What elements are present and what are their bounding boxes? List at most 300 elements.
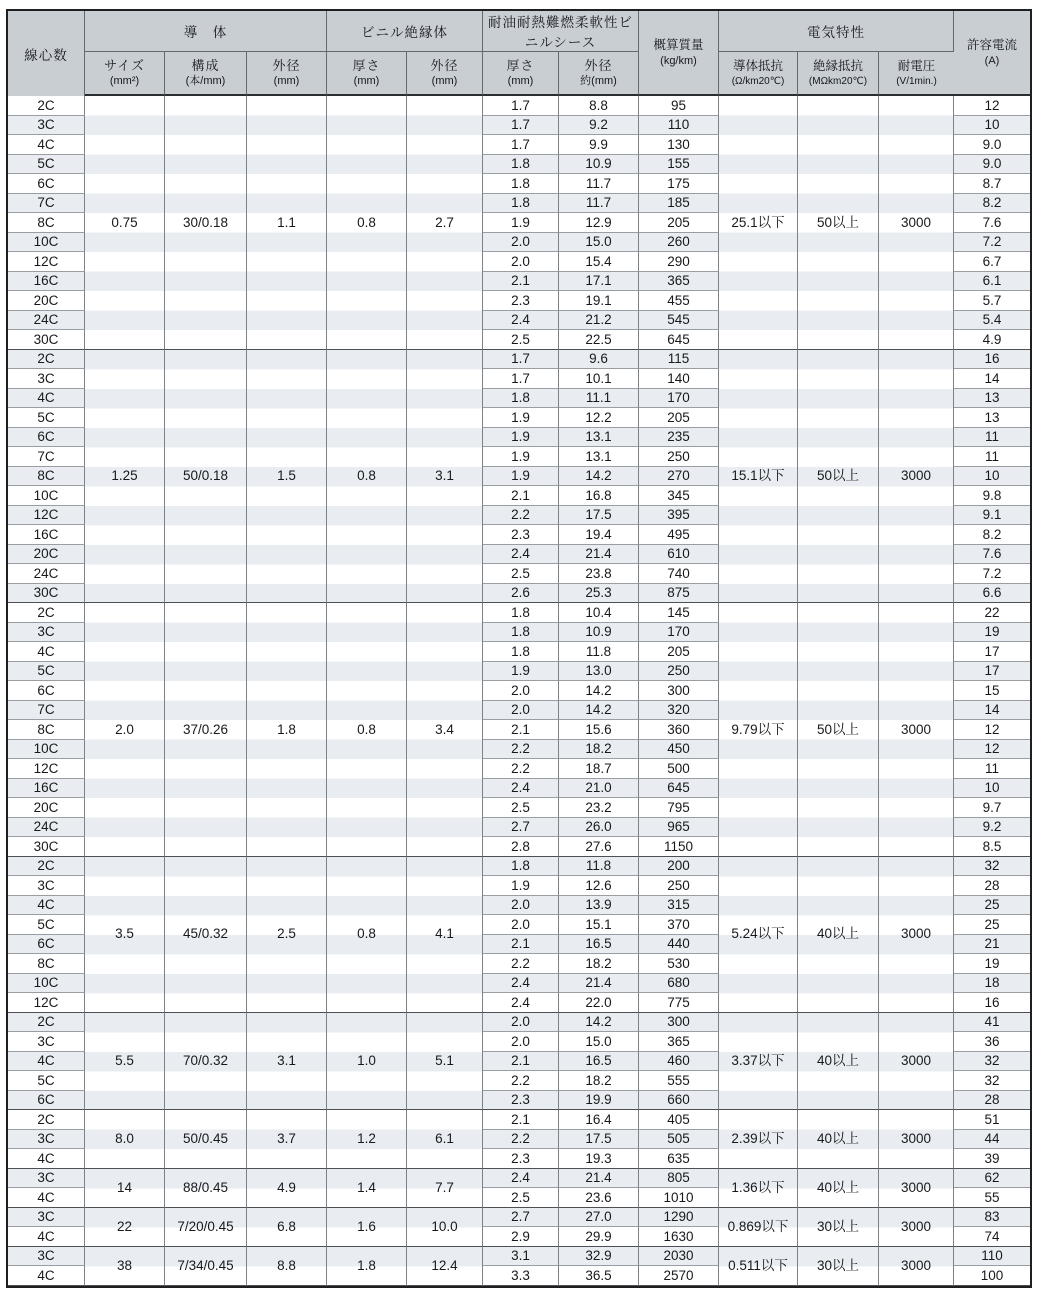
header-size: サイズ (mm²)	[85, 52, 165, 96]
mass-cell: 205	[639, 642, 719, 662]
mass-cell: 110	[639, 116, 719, 136]
mass-cell: 365	[639, 272, 719, 292]
size-cell: 2.0	[85, 603, 165, 857]
sheath-od-cell: 32.9	[559, 1247, 639, 1267]
sheath-od-cell: 23.8	[559, 564, 639, 584]
current-cell: 6.7	[954, 252, 1030, 272]
sheath-thickness-cell: 3.3	[483, 1266, 559, 1286]
mass-cell: 875	[639, 584, 719, 604]
cores-cell: 4C	[8, 389, 85, 409]
table-header	[8, 11, 1030, 96]
sheath-thickness-cell: 1.7	[483, 96, 559, 116]
cores-cell: 20C	[8, 545, 85, 565]
mass-cell: 320	[639, 701, 719, 721]
sheath-thickness-cell: 1.9	[483, 408, 559, 428]
current-cell: 21	[954, 935, 1030, 955]
sheath-thickness-cell: 2.5	[483, 564, 559, 584]
conductor-resistance-cell: 0.511以下	[719, 1247, 798, 1286]
size-cell: 1.25	[85, 350, 165, 604]
sheath-od-cell: 18.2	[559, 954, 639, 974]
cores-cell: 5C	[8, 1071, 85, 1091]
sheath-thickness-cell: 2.1	[483, 486, 559, 506]
construction-cell: 37/0.26	[165, 603, 247, 857]
sheath-thickness-cell: 2.5	[483, 1188, 559, 1208]
cores-cell: 5C	[8, 662, 85, 682]
sheath-od-cell: 19.3	[559, 1149, 639, 1169]
current-cell: 16	[954, 350, 1030, 370]
cores-cell: 4C	[8, 1188, 85, 1208]
sheath-thickness-cell: 2.0	[483, 1013, 559, 1033]
sheath-thickness-cell: 2.9	[483, 1227, 559, 1247]
cores-cell: 6C	[8, 681, 85, 701]
cores-cell: 24C	[8, 311, 85, 331]
table-row	[8, 857, 1030, 877]
sheath-thickness-cell: 1.9	[483, 467, 559, 487]
cores-cell: 20C	[8, 798, 85, 818]
insulation-thickness-cell: 1.0	[327, 1013, 407, 1111]
sheath-thickness-cell: 2.8	[483, 837, 559, 857]
sheath-od-cell: 14.2	[559, 1013, 639, 1033]
withstand-voltage-cell: 3000	[879, 1247, 954, 1286]
header-current-label: 許容電流	[966, 37, 1017, 52]
current-cell: 17	[954, 662, 1030, 682]
construction-cell: 88/0.45	[165, 1169, 247, 1208]
sheath-thickness-cell: 1.7	[483, 369, 559, 389]
cores-cell: 2C	[8, 96, 85, 116]
sheath-thickness-cell: 2.4	[483, 974, 559, 994]
sheath-thickness-cell: 2.4	[483, 993, 559, 1013]
sheath-od-cell: 15.0	[559, 1032, 639, 1052]
mass-cell: 495	[639, 525, 719, 545]
cores-cell: 5C	[8, 915, 85, 935]
conductor-resistance-cell: 1.36以下	[719, 1169, 798, 1208]
mass-cell: 450	[639, 740, 719, 760]
header-sheath-group: 耐油耐熱難燃柔軟性ビニルシース	[483, 11, 639, 52]
sheath-thickness-cell: 2.2	[483, 759, 559, 779]
current-cell: 83	[954, 1208, 1030, 1228]
sheath-thickness-cell: 1.8	[483, 174, 559, 194]
current-cell: 32	[954, 1071, 1030, 1091]
current-cell: 9.8	[954, 486, 1030, 506]
cores-cell: 8C	[8, 467, 85, 487]
sheath-od-cell: 10.9	[559, 155, 639, 175]
insulation-thickness-cell: 1.8	[327, 1247, 407, 1286]
sheath-od-cell: 11.8	[559, 857, 639, 877]
sheath-thickness-cell: 2.7	[483, 818, 559, 838]
mass-cell: 235	[639, 428, 719, 448]
sheath-od-cell: 17.1	[559, 272, 639, 292]
header-ins-od: 外径 (mm)	[407, 52, 483, 96]
insulation-thickness-cell: 0.8	[327, 603, 407, 857]
sheath-od-cell: 16.5	[559, 1052, 639, 1072]
sheath-od-cell: 14.2	[559, 681, 639, 701]
current-cell: 5.7	[954, 291, 1030, 311]
mass-cell: 260	[639, 233, 719, 253]
insulation-resistance-cell: 30以上	[798, 1247, 879, 1286]
cores-cell: 4C	[8, 896, 85, 916]
sheath-od-cell: 19.9	[559, 1091, 639, 1111]
header-electrical-group: 電気特性	[719, 11, 954, 52]
insulation-od-cell: 7.7	[407, 1169, 483, 1208]
sheath-thickness-cell: 1.9	[483, 876, 559, 896]
withstand-voltage-cell: 3000	[879, 857, 954, 1013]
sheath-thickness-cell: 2.3	[483, 1149, 559, 1169]
header-construction: 構成 (本/mm)	[165, 52, 247, 96]
insulation-resistance-cell: 50以上	[798, 350, 879, 604]
cores-cell: 3C	[8, 1247, 85, 1267]
mass-cell: 1290	[639, 1208, 719, 1228]
sheath-thickness-cell: 1.9	[483, 662, 559, 682]
cores-cell: 3C	[8, 623, 85, 643]
cores-cell: 3C	[8, 876, 85, 896]
insulation-resistance-cell: 50以上	[798, 96, 879, 350]
table-row	[8, 96, 1030, 116]
mass-cell: 365	[639, 1032, 719, 1052]
sheath-thickness-cell: 2.1	[483, 272, 559, 292]
insulation-thickness-cell: 1.4	[327, 1169, 407, 1208]
mass-cell: 500	[639, 759, 719, 779]
sheath-thickness-cell: 2.0	[483, 681, 559, 701]
cores-cell: 24C	[8, 818, 85, 838]
sheath-thickness-cell: 2.4	[483, 545, 559, 565]
mass-cell: 635	[639, 1149, 719, 1169]
current-cell: 9.0	[954, 135, 1030, 155]
insulation-od-cell: 10.0	[407, 1208, 483, 1247]
header-mass-unit: (kg/km)	[660, 54, 697, 67]
sheath-thickness-cell: 2.2	[483, 954, 559, 974]
sheath-od-cell: 11.1	[559, 389, 639, 409]
header-conductor-group: 導 体	[85, 11, 327, 52]
header-mass-label: 概算質量	[653, 37, 704, 52]
mass-cell: 660	[639, 1091, 719, 1111]
current-cell: 7.2	[954, 564, 1030, 584]
insulation-resistance-cell: 30以上	[798, 1208, 879, 1247]
mass-cell: 610	[639, 545, 719, 565]
sheath-od-cell: 15.6	[559, 720, 639, 740]
sheath-od-cell: 23.2	[559, 798, 639, 818]
cores-cell: 2C	[8, 1013, 85, 1033]
mass-cell: 290	[639, 252, 719, 272]
insulation-resistance-cell: 40以上	[798, 1110, 879, 1169]
current-cell: 32	[954, 857, 1030, 877]
current-cell: 12	[954, 96, 1030, 116]
current-cell: 9.1	[954, 506, 1030, 526]
current-cell: 17	[954, 642, 1030, 662]
current-cell: 8.7	[954, 174, 1030, 194]
sheath-thickness-cell: 1.8	[483, 642, 559, 662]
current-cell: 7.2	[954, 233, 1030, 253]
withstand-voltage-cell: 3000	[879, 1110, 954, 1169]
mass-cell: 115	[639, 350, 719, 370]
cores-cell: 8C	[8, 720, 85, 740]
insulation-od-cell: 3.4	[407, 603, 483, 857]
conductor-od-cell: 3.1	[247, 1013, 327, 1111]
current-cell: 6.1	[954, 272, 1030, 292]
insulation-thickness-cell: 1.2	[327, 1110, 407, 1169]
sheath-od-cell: 36.5	[559, 1266, 639, 1286]
current-cell: 6.6	[954, 584, 1030, 604]
cores-cell: 3C	[8, 1032, 85, 1052]
insulation-thickness-cell: 0.8	[327, 350, 407, 604]
current-cell: 32	[954, 1052, 1030, 1072]
sheath-thickness-cell: 2.7	[483, 1208, 559, 1228]
withstand-voltage-cell: 3000	[879, 350, 954, 604]
sheath-od-cell: 16.8	[559, 486, 639, 506]
size-cell: 3.5	[85, 857, 165, 1013]
current-cell: 13	[954, 389, 1030, 409]
sheath-od-cell: 19.4	[559, 525, 639, 545]
mass-cell: 555	[639, 1071, 719, 1091]
current-cell: 11	[954, 428, 1030, 448]
cores-cell: 10C	[8, 740, 85, 760]
mass-cell: 155	[639, 155, 719, 175]
sheath-thickness-cell: 2.2	[483, 506, 559, 526]
sheath-od-cell: 21.4	[559, 974, 639, 994]
header-conductor-od: 外径 (mm)	[247, 52, 327, 96]
cores-cell: 30C	[8, 837, 85, 857]
mass-cell: 965	[639, 818, 719, 838]
sheath-thickness-cell: 1.9	[483, 213, 559, 233]
mass-cell: 1630	[639, 1227, 719, 1247]
mass-cell: 130	[639, 135, 719, 155]
construction-cell: 50/0.45	[165, 1110, 247, 1169]
sheath-thickness-cell: 2.5	[483, 330, 559, 350]
table-row	[8, 1247, 1030, 1267]
current-cell: 7.6	[954, 545, 1030, 565]
sheath-thickness-cell: 1.8	[483, 623, 559, 643]
insulation-od-cell: 3.1	[407, 350, 483, 604]
header-conductor-resistance: 導体抵抗 (Ω/km20℃)	[719, 52, 798, 96]
current-cell: 25	[954, 896, 1030, 916]
sheath-od-cell: 16.4	[559, 1110, 639, 1130]
sheath-od-cell: 21.0	[559, 779, 639, 799]
sheath-od-cell: 18.7	[559, 759, 639, 779]
insulation-od-cell: 6.1	[407, 1110, 483, 1169]
current-cell: 15	[954, 681, 1030, 701]
cores-cell: 3C	[8, 1130, 85, 1150]
sheath-od-cell: 12.2	[559, 408, 639, 428]
mass-cell: 140	[639, 369, 719, 389]
withstand-voltage-cell: 3000	[879, 1013, 954, 1111]
current-cell: 44	[954, 1130, 1030, 1150]
size-cell: 38	[85, 1247, 165, 1286]
cores-cell: 12C	[8, 252, 85, 272]
current-cell: 8.2	[954, 525, 1030, 545]
sheath-od-cell: 9.9	[559, 135, 639, 155]
current-cell: 10	[954, 779, 1030, 799]
sheath-od-cell: 16.5	[559, 935, 639, 955]
header-cores: 線心数	[8, 11, 85, 96]
mass-cell: 300	[639, 681, 719, 701]
current-cell: 39	[954, 1149, 1030, 1169]
sheath-thickness-cell: 2.4	[483, 779, 559, 799]
sheath-thickness-cell: 2.2	[483, 1130, 559, 1150]
sheath-thickness-cell: 2.0	[483, 915, 559, 935]
size-cell: 0.75	[85, 96, 165, 350]
header-insulation-resistance: 絶縁抵抗 (MΩkm20℃)	[798, 52, 879, 96]
current-cell: 4.9	[954, 330, 1030, 350]
mass-cell: 300	[639, 1013, 719, 1033]
mass-cell: 545	[639, 311, 719, 331]
mass-cell: 805	[639, 1169, 719, 1189]
sheath-thickness-cell: 2.5	[483, 798, 559, 818]
sheath-thickness-cell: 2.0	[483, 252, 559, 272]
current-cell: 62	[954, 1169, 1030, 1189]
header-ins-thickness: 厚さ (mm)	[327, 52, 407, 96]
sheath-thickness-cell: 2.3	[483, 291, 559, 311]
current-cell: 100	[954, 1266, 1030, 1286]
sheath-thickness-cell: 1.9	[483, 428, 559, 448]
cores-cell: 3C	[8, 1208, 85, 1228]
cable-spec-table	[6, 9, 1032, 1288]
construction-cell: 70/0.32	[165, 1013, 247, 1111]
mass-cell: 405	[639, 1110, 719, 1130]
sheath-od-cell: 11.8	[559, 642, 639, 662]
withstand-voltage-cell: 3000	[879, 1208, 954, 1247]
cores-cell: 6C	[8, 174, 85, 194]
current-cell: 19	[954, 954, 1030, 974]
sheath-thickness-cell: 1.8	[483, 194, 559, 214]
mass-cell: 2570	[639, 1266, 719, 1286]
mass-cell: 200	[639, 857, 719, 877]
conductor-resistance-cell: 5.24以下	[719, 857, 798, 1013]
construction-cell: 7/20/0.45	[165, 1208, 247, 1247]
sheath-od-cell: 21.2	[559, 311, 639, 331]
header-sheath-thickness: 厚さ (mm)	[483, 52, 559, 96]
sheath-thickness-cell: 1.8	[483, 857, 559, 877]
sheath-od-cell: 11.7	[559, 194, 639, 214]
cores-cell: 16C	[8, 525, 85, 545]
sheath-thickness-cell: 2.3	[483, 525, 559, 545]
insulation-resistance-cell: 40以上	[798, 1169, 879, 1208]
construction-cell: 50/0.18	[165, 350, 247, 604]
mass-cell: 2030	[639, 1247, 719, 1267]
table-row	[8, 1208, 1030, 1228]
cores-cell: 4C	[8, 135, 85, 155]
current-cell: 36	[954, 1032, 1030, 1052]
mass-cell: 1010	[639, 1188, 719, 1208]
sheath-od-cell: 27.6	[559, 837, 639, 857]
mass-cell: 530	[639, 954, 719, 974]
sheath-od-cell: 10.4	[559, 603, 639, 623]
conductor-resistance-cell: 0.869以下	[719, 1208, 798, 1247]
mass-cell: 270	[639, 467, 719, 487]
insulation-resistance-cell: 50以上	[798, 603, 879, 857]
conductor-od-cell: 2.5	[247, 857, 327, 1013]
sheath-od-cell: 23.6	[559, 1188, 639, 1208]
sheath-od-cell: 22.0	[559, 993, 639, 1013]
sheath-od-cell: 9.2	[559, 116, 639, 136]
sheath-od-cell: 15.0	[559, 233, 639, 253]
conductor-od-cell: 1.1	[247, 96, 327, 350]
mass-cell: 185	[639, 194, 719, 214]
current-cell: 22	[954, 603, 1030, 623]
size-cell: 5.5	[85, 1013, 165, 1111]
current-cell: 28	[954, 876, 1030, 896]
mass-cell: 440	[639, 935, 719, 955]
withstand-voltage-cell: 3000	[879, 96, 954, 350]
cores-cell: 7C	[8, 447, 85, 467]
cores-cell: 10C	[8, 486, 85, 506]
withstand-voltage-cell: 3000	[879, 603, 954, 857]
sheath-od-cell: 9.6	[559, 350, 639, 370]
mass-cell: 395	[639, 506, 719, 526]
size-cell: 14	[85, 1169, 165, 1208]
table-row	[8, 603, 1030, 623]
withstand-voltage-cell: 3000	[879, 1169, 954, 1208]
sheath-thickness-cell: 2.4	[483, 1169, 559, 1189]
mass-cell: 315	[639, 896, 719, 916]
conductor-resistance-cell: 2.39以下	[719, 1110, 798, 1169]
cores-cell: 30C	[8, 330, 85, 350]
current-cell: 25	[954, 915, 1030, 935]
table-row	[8, 1110, 1030, 1130]
cores-cell: 4C	[8, 642, 85, 662]
current-cell: 28	[954, 1091, 1030, 1111]
sheath-thickness-cell: 2.2	[483, 740, 559, 760]
size-cell: 22	[85, 1208, 165, 1247]
construction-cell: 7/34/0.45	[165, 1247, 247, 1286]
insulation-thickness-cell: 1.6	[327, 1208, 407, 1247]
mass-cell: 370	[639, 915, 719, 935]
cores-cell: 12C	[8, 993, 85, 1013]
sheath-thickness-cell: 1.8	[483, 389, 559, 409]
mass-cell: 95	[639, 96, 719, 116]
mass-cell: 505	[639, 1130, 719, 1150]
sheath-thickness-cell: 2.1	[483, 1110, 559, 1130]
sheath-od-cell: 19.1	[559, 291, 639, 311]
sheath-od-cell: 22.5	[559, 330, 639, 350]
conductor-resistance-cell: 15.1以下	[719, 350, 798, 604]
header-current-unit: (A)	[984, 54, 1000, 67]
cores-cell: 5C	[8, 408, 85, 428]
current-cell: 19	[954, 623, 1030, 643]
sheath-od-cell: 27.0	[559, 1208, 639, 1228]
conductor-resistance-cell: 9.79以下	[719, 603, 798, 857]
current-cell: 9.0	[954, 155, 1030, 175]
current-cell: 8.5	[954, 837, 1030, 857]
sheath-od-cell: 13.9	[559, 896, 639, 916]
sheath-od-cell: 15.4	[559, 252, 639, 272]
current-cell: 10	[954, 116, 1030, 136]
table-row	[8, 350, 1030, 370]
cores-cell: 10C	[8, 233, 85, 253]
cores-cell: 6C	[8, 935, 85, 955]
insulation-od-cell: 4.1	[407, 857, 483, 1013]
sheath-od-cell: 18.2	[559, 740, 639, 760]
cores-cell: 16C	[8, 272, 85, 292]
insulation-resistance-cell: 40以上	[798, 1013, 879, 1111]
cores-cell: 16C	[8, 779, 85, 799]
header-insulation-group: ビニル絶縁体	[327, 11, 483, 52]
cores-cell: 6C	[8, 428, 85, 448]
mass-cell: 145	[639, 603, 719, 623]
sheath-thickness-cell: 2.1	[483, 1052, 559, 1072]
current-cell: 7.6	[954, 213, 1030, 233]
header-mass	[639, 11, 719, 96]
mass-cell: 205	[639, 408, 719, 428]
sheath-od-cell: 26.0	[559, 818, 639, 838]
current-cell: 12	[954, 720, 1030, 740]
current-cell: 55	[954, 1188, 1030, 1208]
cores-cell: 3C	[8, 116, 85, 136]
current-cell: 9.7	[954, 798, 1030, 818]
cores-cell: 4C	[8, 1227, 85, 1247]
mass-cell: 775	[639, 993, 719, 1013]
sheath-od-cell: 14.2	[559, 701, 639, 721]
conductor-od-cell: 4.9	[247, 1169, 327, 1208]
sheath-thickness-cell: 1.8	[483, 155, 559, 175]
